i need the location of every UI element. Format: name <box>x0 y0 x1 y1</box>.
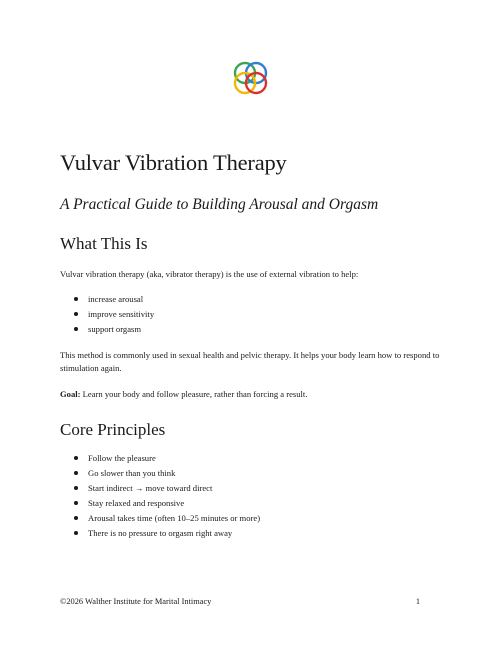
section2-bullet-list <box>60 451 260 541</box>
list-item: Arousal takes time (often 10–25 minutes or more) <box>60 511 260 526</box>
interlocking-rings-logo <box>228 58 274 100</box>
list-item: Stay relaxed and responsive <box>60 496 260 511</box>
list-item: increase arousal <box>60 292 154 307</box>
bullet-icon <box>74 501 78 505</box>
footer-copyright: ©2026 Walther Institute for Marital Intimacy <box>60 597 212 606</box>
goal-label: Goal: <box>60 389 81 399</box>
bullet-icon <box>74 516 78 520</box>
list-item: support orgasm <box>60 322 154 337</box>
page-subtitle: A Practical Guide to Building Arousal and Orgasm <box>60 196 379 213</box>
list-item: There is no pressure to orgasm right away <box>60 526 260 541</box>
section-heading-what-this-is: What This Is <box>60 234 148 253</box>
bullet-icon <box>74 471 78 475</box>
page-number: 1 <box>415 597 420 606</box>
bullet-icon <box>74 327 78 331</box>
section1-bullet-list <box>60 292 154 337</box>
goal-text: Learn your body and follow pleasure, rather than forcing a result. <box>80 389 308 399</box>
bullet-icon <box>74 531 78 535</box>
list-item: Go slower than you think <box>60 466 260 481</box>
section-heading-core-principles: Core Principles <box>60 420 166 439</box>
list-item: Follow the pleasure <box>60 451 260 466</box>
bullet-icon <box>74 312 78 316</box>
bullet-icon <box>74 456 78 460</box>
goal-paragraph <box>60 388 450 401</box>
list-item: improve sensitivity <box>60 307 154 322</box>
list-item: Start indirect → move toward direct <box>60 481 260 496</box>
page-title: Vulvar Vibration Therapy <box>60 150 287 175</box>
section1-intro-paragraph: Vulvar vibration therapy (aka, vibrator therapy) is the use of external vibration to help: <box>60 269 359 279</box>
section1-body-paragraph: This method is commonly used in sexual health and pelvic therapy. It helps your body learn how to respond to stimulation again. <box>60 350 440 373</box>
bullet-icon <box>74 486 78 490</box>
bullet-icon <box>74 297 78 301</box>
